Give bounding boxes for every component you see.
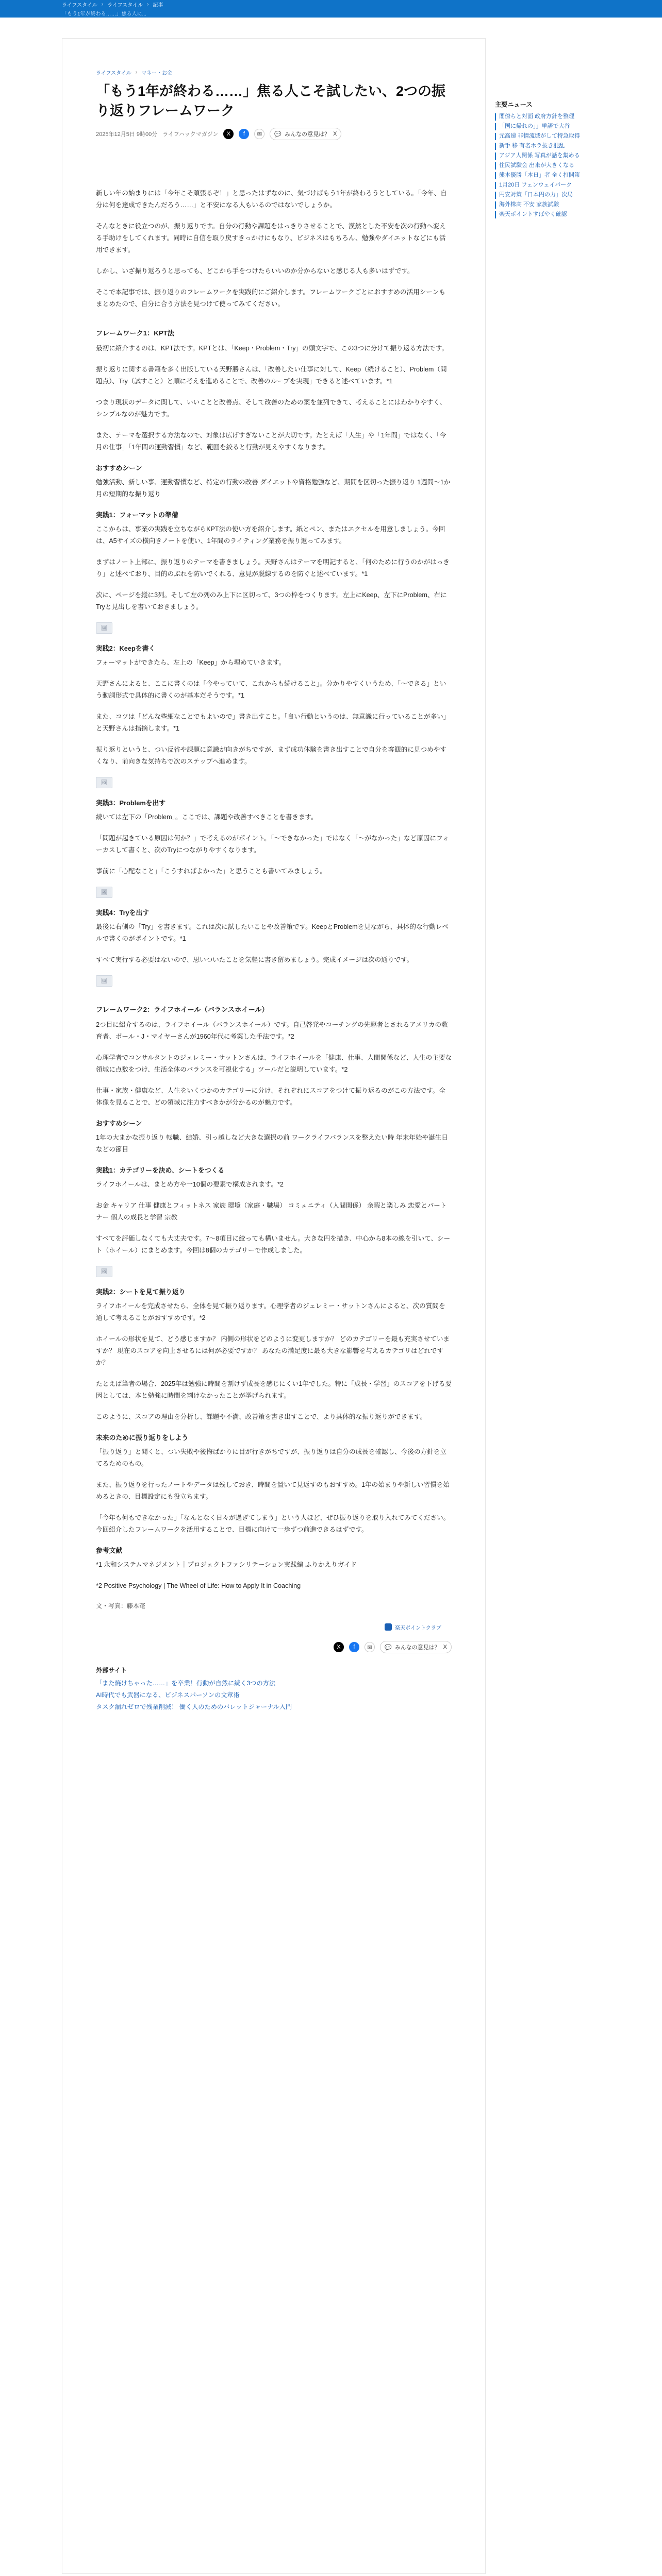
share-line-icon[interactable]: ✉ [254, 129, 264, 139]
section-2-title: フレームワーク2：ライフホイール（バランスホイール） [96, 1006, 269, 1013]
right-news-text[interactable]: 「国に帰れの」」単語で大谷 [499, 123, 570, 129]
external-link-3[interactable] [96, 1702, 452, 1711]
right-news-item[interactable] [495, 113, 600, 121]
top-crumb-separator: › [146, 2, 149, 7]
comment-x-icon: X [443, 1644, 447, 1650]
share-x-icon[interactable]: X [334, 1642, 344, 1652]
practice-4-title: 実践4：Tryを出す [96, 909, 150, 917]
right-news-item[interactable] [495, 162, 600, 170]
share-x-icon[interactable]: X [223, 129, 234, 139]
references-title: 参考文献 [96, 1547, 123, 1554]
practice-5-title: 実践1：カテゴリーを決め、シートをつくる [96, 1166, 225, 1174]
practice-6-text-1: ライフホイールを完成させたら、全体を見て振り返ります。心理学者のジェレミー・サットンさんによると、次の質問を通して考えることがおすすめです。*2 [96, 1302, 445, 1321]
news-bullet-icon [495, 143, 496, 150]
right-news-text[interactable]: 熊本優勝「本日」者 全く打開策 [499, 172, 581, 178]
practice-1-text-3: 次に、ページを縦に3列。そして左の列のみ上下に区切って、3つの枠をつくります。左上にKeep、左下にProblem、右にTryと見出しを書いておきましょう。 [96, 591, 447, 611]
news-bullet-icon [495, 201, 496, 209]
practice-4-text-2: すべて実行する必要はないので、思いついたことを気軽に書き留めましょう。完成イメージは次の通りです。 [96, 956, 413, 963]
article-meta [96, 128, 452, 140]
right-news-item[interactable] [495, 181, 600, 189]
news-bullet-icon [495, 211, 496, 218]
section-1-paragraph-1: 最初に紹介するのは、KPT法です。KPTとは、「Keep・Problem・Try」の頭文字で、この3つに分けて振り返る方法です。 [96, 345, 448, 352]
section-1-paragraph-2: 振り返りに関する書籍を多く出版している天野勝さんは、「改善したい仕事に対して、Keep（続けること）、Problem（問題点）、Try（試すこと）と順に考えを進めることで、改善のループを実現」できると述べています。*1 [96, 366, 447, 385]
right-sidebar-title: 主要ニュース [495, 101, 533, 108]
practice-3-text-3: 事前に「心配なこと」「こうすればよかった」と思うことも書いてみましょう。 [96, 868, 327, 875]
ad-logo-text: 楽天ポイントクラブ [395, 1625, 441, 1631]
practice-2-title: 実践2：Keepを書く [96, 645, 156, 652]
right-news-text[interactable]: 閣僚らと対面 政府方針を整理 [499, 113, 575, 120]
practice-3-text-1: 続いては左下の「Problem」。ここでは、課題や改善すべきことを書きます。 [96, 814, 318, 821]
news-bullet-icon [495, 113, 496, 121]
practice-1-text-1: ここからは、事業の実践を立ちながらKPT法の使い方を紹介します。紙とペン、またはエクセルを用意しましょう。今回は、A5サイズの横向きノートを使い、1年間のライティング業務を振り返ってみます。 [96, 526, 445, 545]
external-link-1[interactable] [96, 1679, 452, 1687]
right-news-text[interactable]: 1月20日 フェンウェイパーク [499, 182, 572, 188]
right-news-item[interactable] [495, 191, 600, 199]
recommend-scenes-2-title: おすすめシーン [96, 1120, 142, 1127]
external-link-2-anchor[interactable]: AI時代でも武器になる、ビジネスパーソンの文章術 [96, 1691, 240, 1699]
future-text-2: また、振り返りを行ったノートやデータは残しておき、時間を置いて見返すのもおすすめ。1年の始まりや新しい習慣を始めるときの、目標設定にも役立ちます。 [96, 1481, 450, 1500]
practice-3-text-2: 「問題が起きている原因は何か？」で考えるのがポイント。「〜できなかった」ではなく「〜がなかった」など原因にフォーカスして書くと、次のTryにつながりやすくなります。 [96, 835, 449, 854]
breadcrumb-link-1[interactable]: ライフスタイル [96, 71, 131, 76]
article-date: 2025年12月5日 9時00分 [96, 131, 158, 138]
right-news-item[interactable] [495, 211, 600, 218]
top-crumb-2[interactable]: ライフスタイル [107, 3, 143, 8]
article-image-icon: 🖼 [96, 622, 112, 634]
breadcrumb-link-2[interactable]: マネー・お金 [141, 71, 173, 76]
top-breadcrumbs [62, 1, 600, 8]
ad-logo[interactable] [385, 1622, 452, 1632]
right-news-item[interactable] [495, 152, 600, 160]
practice-6-text-3: たとえば筆者の場合、2025年は勉強に時間を割けず成長を感じにくい1年でした。特に「成長・学習」のスコアを下げる要因としては、本と勉強に時間を割けなかったことが挙げられます。 [96, 1380, 452, 1399]
right-news-item[interactable] [495, 123, 600, 130]
topbar-subtitle: 「もう1年が終わる……」焦る人に... [62, 11, 146, 17]
news-bullet-icon [495, 123, 496, 130]
practice-3-title: 実践3：Problemを出す [96, 799, 166, 807]
top-crumb-separator: › [101, 2, 104, 7]
article-inner [96, 39, 452, 1711]
practice-2-text-3: また、コツは「どんな些細なことでもよいので」書き出すこと。「良い行動というのは、無意識に行っていることが多い」と天野さんは指摘します。*1 [96, 713, 450, 732]
section-1-paragraph-3: つまり現状のデータに関して、いいことと改善点、そして改善のための案を並列できて、考えることにはわかりやすく、シンプルなのが魅力です。 [96, 399, 446, 418]
intro-paragraph-4: そこで本記事では、振り返りのフレームワークを実践的にご紹介します。フレームワークごとにおすすめの活用シーンもまとめたので、自分に合う方法を見つけて使ってみてください。 [96, 289, 445, 308]
right-news-text[interactable]: 住民試験会 出来が大きくなる [499, 162, 575, 168]
future-text-1: 「振り返り」と聞くと、つい失敗や後悔ばかりに目が行きがちですが、振り返りは自分の成長を確認し、今後の方針を立てるためのもの。 [96, 1448, 446, 1467]
external-link-3-anchor[interactable]: タスク漏れゼロで残業削減！ 働く人のためのバレットジャーナル入門 [96, 1703, 292, 1710]
section-2-text-3: 仕事・家族・健康など、人生をいくつかのカテゴリーに分け、それぞれにスコアをつけて振り返るのがこの方法です。全体像を見ることで、どの領域に注力すべきかが分かるのが魅力です。 [96, 1087, 446, 1106]
section-2-text-2: 心理学者でコンサルタントのジェレミー・サットンさんは、ライフホイールを「健康、仕事、人間関係など、人生の主要な領域に点数をつけ、生活全体のバランスを可視化する」ツールだと説明しています。*2 [96, 1054, 452, 1073]
top-crumb-3[interactable]: 記事 [153, 3, 163, 8]
intro-paragraph-3: しかし、いざ振り返ろうと思っても、どこから手をつけたらいいのか分からないと感じる人も多いはずです。 [96, 267, 414, 275]
practice-2-text-2: 天野さんによると、ここに書くのは「今やっていて、これからも続けること」。分かりやすくいうため、「〜できる」という動詞形式で具体的に書くのが基本だそうです。*1 [96, 680, 446, 699]
hero-spacer [96, 149, 452, 188]
top-navigation-bar [0, 0, 662, 18]
news-bullet-icon [495, 162, 496, 170]
share-facebook-icon[interactable]: f [239, 129, 249, 139]
right-news-text[interactable]: アジア人関係 写真が話を集める [499, 152, 580, 159]
right-sidebar-list [495, 113, 600, 218]
comment-pill[interactable] [270, 128, 341, 140]
recommend-scenes-1-title: おすすめシーン [96, 464, 142, 472]
comment-label-footer: みんなの意見は？ [394, 1645, 440, 1651]
external-link-2[interactable] [96, 1690, 452, 1699]
practice-6-title: 実践2：シートを見て振り返り [96, 1288, 186, 1296]
article-image-icon: 🖼 [96, 777, 112, 788]
practice-6-text-4: このように、スコアの理由を分析し、課題や不満、改善策を書き出すことで、より具体的な振り返りができます。 [96, 1413, 427, 1420]
footer-share [96, 1641, 452, 1653]
practice-4-text-1: 最後に右側の「Try」を書きます。これは次に試したいことや改善策です。KeepとProblemを見ながら、具体的な行動レベルで書くのがポイントです。*1 [96, 923, 449, 942]
share-facebook-icon[interactable]: f [349, 1642, 359, 1652]
comment-icon: 💬 [274, 131, 282, 138]
practice-1-title: 実践1：フォーマットの準備 [96, 511, 178, 519]
practice-5-text-3: すべてを評価しなくても大丈夫です。7〜8項目に絞っても構いません。大きな円を描き、中心から8本の線を引いて、シート（ホイール）にまとめます。今回は8個のカテゴリーで作成しました。 [96, 1235, 451, 1254]
comment-icon: 💬 [384, 1644, 392, 1651]
right-news-text[interactable]: 海外株高 不安 家族試験 [499, 201, 559, 208]
share-line-icon[interactable]: ✉ [365, 1642, 375, 1652]
news-bullet-icon [495, 152, 496, 160]
article-image-icon: 🖼 [96, 1266, 112, 1277]
article-card [62, 38, 486, 2574]
intro-paragraph-2: そんなときに役立つのが、振り返りです。自分の行動や課題をはっきりさせることで、漠然とした不安を次の行動へ変える手助けをしてくれます。同時に自信を取り戻すきっかけにもなり、ビジネスはもちろん、勉強やダイエットなどにも活用できます。 [96, 223, 446, 253]
rakuten-point-icon [385, 1623, 392, 1631]
news-bullet-icon [495, 172, 496, 179]
section-2-text-1: 2つ目に紹介するのは、ライフホイール（バランスホイール）です。自己啓発やコーチングの先駆者とされるアメリカの教育者、ポール・J・マイヤーさんが1960年代に考案した手法です。*2 [96, 1021, 448, 1040]
news-bullet-icon [495, 133, 496, 140]
right-sidebar [495, 100, 600, 221]
recommend-scenes-1-text: 勉強活動、新しい事、運動習慣など、特定の行動の改善 ダイエットや資格勉強など、期間を区切った振り返り 1週間〜1か月の短期的な振り返り [96, 479, 451, 498]
intro-paragraph-1: 新しい年の始まりには「今年こそ頑張るぞ！」と思ったはずなのに、気づけばもう1年が終わろうとしている。「今年、自分は何を達成できたんだろう……」と不安になる人もいるのではないでしょうか。 [96, 190, 447, 209]
comment-x-icon: X [333, 131, 337, 137]
top-crumb-1[interactable]: ライフスタイル [62, 3, 97, 8]
right-news-text[interactable]: 楽天ポイントすばやく確認 [499, 211, 567, 217]
article-author: ライフハックマガジン [162, 131, 219, 138]
article-image-icon: 🖼 [96, 975, 112, 987]
reference-1[interactable]: *1 永和システムマネジメント｜プロジェクトファシリテーション実践編 ふりかえりガイド [96, 1561, 357, 1568]
right-news-text[interactable]: 円安対策「日本円の力」次局 [499, 192, 573, 198]
practice-1-text-2: まずはノート上部に、振り返りのテーマを書きましょう。天野さんはテーマを明記すると、「何のために行うのかがはっきり」と述べており、目的のぶれを防いでくれる、意見が脱線するのを防ぐと述べています。*1 [96, 558, 450, 578]
future-text-3: 「今年も何もできなかった」「なんとなく日々が過ぎてしまう」という人ほど、ぜひ振り返りを取り入れてみてください。今回紹介したフレームワークを活用することで、目標に向けて一歩ずつ前進できるはずです。 [96, 1514, 450, 1533]
external-title: 外部サイト [96, 1667, 127, 1674]
practice-2-text-4: 振り返りというと、つい反省や課題に意識が向きがちですが、まず成功体験を書き出すことで自分を客観的に見つめやすくなり、前向きな気持ちで次のステップへ進めます。 [96, 746, 446, 765]
right-news-item[interactable] [495, 132, 600, 140]
comment-pill[interactable] [380, 1641, 452, 1653]
section-1-paragraph-4: また、テーマを選択する方法なので、対象は広げすぎないことが大切です。たとえば「人生」や「1年間」ではなく、「今月の仕事」「1年間の運動習慣」など、範囲を絞ると行動が見えやすくなります。 [96, 432, 446, 451]
article-image-icon: 🖼 [96, 887, 112, 898]
section-1-title: フレームワーク1：KPT法 [96, 329, 174, 337]
practice-6-text-2: ホイールの形状を見て、どう感じますか？ 内側の形状をどのように変更しますか？ どのカテゴリーを最も充実させていますか？ 現在のスコアを向上させるには何が必要ですか？ あなたの満足度に最も大きな影響を与えるカテゴリはどれですか？ [96, 1335, 450, 1366]
practice-5-text-1: ライフホイールは、まとめ方や一10個の要素で構成されます。*2 [96, 1181, 284, 1188]
right-news-item[interactable] [495, 142, 600, 150]
article-title: 「もう1年が終わる……」焦る人こそ試したい、2つの振り返りフレームワーク [96, 83, 446, 118]
recommend-scenes-2-text: 1年の大まかな振り返り 転職、結婚、引っ越しなど大きな選択の前 ワークライフバランスを整えたい時 年末年始や誕生日などの節目 [96, 1134, 448, 1153]
reference-2[interactable]: *2 Positive Psychology | The Wheel of Life: How to Apply It in Coaching [96, 1582, 301, 1589]
news-bullet-icon [495, 182, 496, 189]
future-title: 未来のために振り返りをしよう [96, 1434, 189, 1442]
practice-5-text-2: お金 キャリア 仕事 健康とフィットネス 家族 環境（家庭・職場） コミュニティ（人間関係） 余暇と楽しみ 恋愛とパートナー 個人の成長と学習 宗教 [96, 1202, 447, 1221]
external-link-1-anchor[interactable]: 「また焼けちゃった……」を卒業！行動が自然に続く3つの方法 [96, 1680, 276, 1687]
right-news-text[interactable]: 新手 移 有名ホラ抜き混乱 [499, 143, 565, 149]
article-breadcrumb [96, 69, 452, 76]
comment-label: みんなの意見は？ [285, 131, 330, 138]
right-news-item[interactable] [495, 172, 600, 179]
practice-2-text-1: フォーマットができたら、左上の「Keep」から埋めていきます。 [96, 659, 286, 666]
right-news-item[interactable] [495, 201, 600, 209]
news-bullet-icon [495, 192, 496, 199]
article-credit: 文・写真：藤本奄 [96, 1602, 146, 1609]
breadcrumb-separator: › [135, 70, 138, 75]
right-news-text[interactable]: 元高速 非情流域がして特急取得 [499, 133, 581, 139]
